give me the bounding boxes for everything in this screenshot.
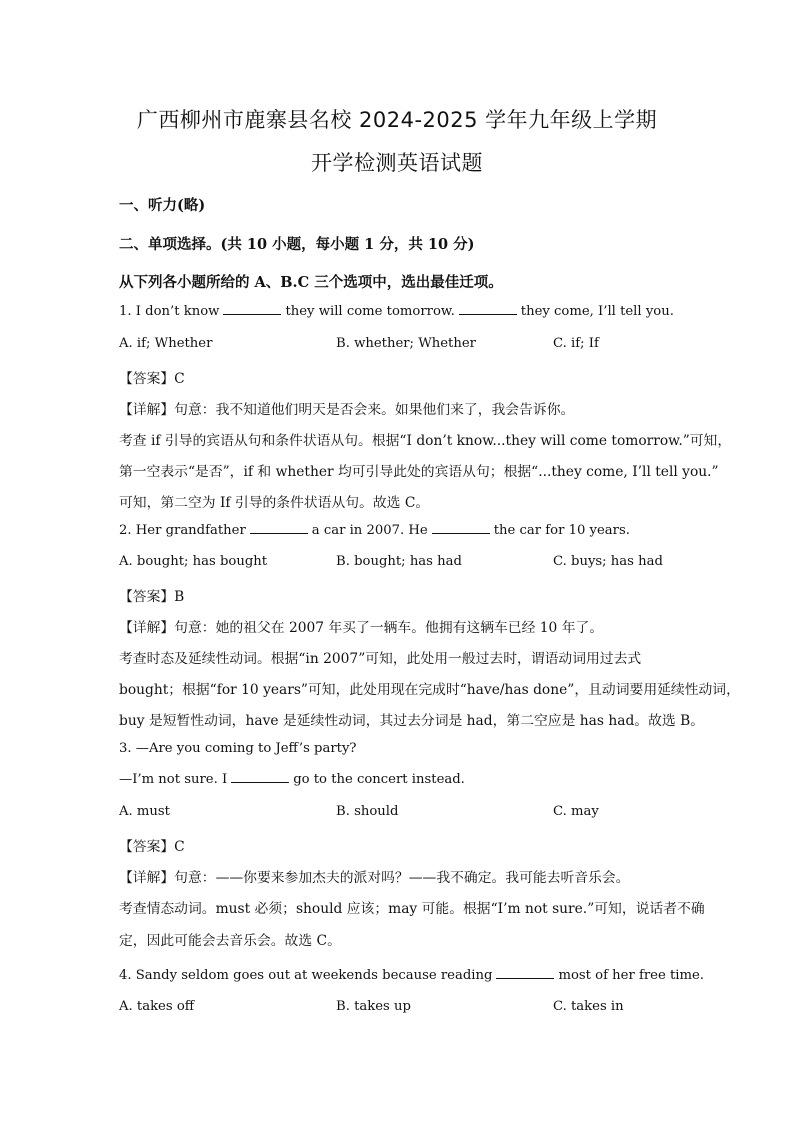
question-2-option-a: A. bought; has bought [119,554,268,569]
question-2-stem [119,523,630,538]
question-1-option-c: C. if; If [553,336,599,351]
question-1-option-b: B. whether; Whether [336,336,476,351]
question-3-option-b: B. should [336,804,399,819]
section-instruction-text: 从下列各小题所给的 A、B.C 三个选项中，选出最佳迁项。 [119,274,503,291]
question-3-explain-line: 考查情态动词。must 必须；should 应该；may 可能。根据“I’m not sure.”可知，说话者不确 [119,901,705,917]
question-3-stem-response [119,772,465,787]
question-3-option-c: C. may [553,804,599,819]
question-1-explain-line: 第一空表示“是否”，if 和 whether 均可引导此处的宾语从句；根据“...they come, I’ll tell you.” [119,464,719,480]
question-3-stem2-part1: —I’m not sure. I [119,772,228,787]
question-2-stem-part2: a car in 2007. He [311,523,428,538]
question-2-explain-line: bought；根据“for 10 years”可知，此处用现在完成时“have/has done”，且动词要用延续性动词， [119,682,740,698]
question-1-stem-part3: they come, I’ll tell you. [520,304,674,319]
exam-title-line2: 开学检测英语试题 [311,151,483,175]
exam-title-line1: 广西柳州市鹿寨县名校 2024-2025 学年九年级上学期 [136,108,658,132]
section-listening-heading: 一、听力(略) [119,197,206,214]
question-3-stem2-part2: go to the concert instead. [293,772,465,787]
question-2-explain-line: 【详解】句意：她的祖父在 2007 年买了一辆车。他拥有这辆车已经 10 年了。 [119,620,604,636]
question-2-stem-part3: the car for 10 years. [493,523,630,538]
question-3-explain-line: 【详解】句意：——你要来参加杰夫的派对吗？——我不确定。我可能去听音乐会。 [119,870,630,886]
question-1-explain-line: 考查 if 引导的宾语从句和条件状语从句。根据“I don’t know...they will come tomorrow.”可知， [119,433,732,449]
answer-blank [223,313,281,315]
question-1-stem-part2: they will come tomorrow. [285,304,455,319]
question-4-stem-part1: 4. Sandy seldom goes out at weekends because reading [119,968,493,983]
question-1-explain-line: 【详解】句意：我不知道他们明天是否会来。如果他们来了，我会告诉你。 [119,402,575,418]
question-2-option-c: C. buys; has had [553,554,663,569]
question-3-option-a: A. must [119,804,170,819]
question-4-option-c: C. takes in [553,999,624,1014]
answer-blank [496,977,554,979]
question-3-explain-line: 定，因此可能会去音乐会。故选 C。 [119,933,341,949]
question-2-explain-line: 考查时态及延续性动词。根据“in 2007”可知，此处用一般过去时，谓语动词用过去式 [119,651,642,667]
question-3-stem: 3. —Are you coming to Jeff’s party? [119,741,357,756]
question-2-stem-part1: 2. Her grandfather [119,523,246,538]
question-1-explain-line: 可知，第二空为 If 引导的条件状语从句。故选 C。 [119,495,430,511]
answer-blank [459,313,517,315]
question-2-option-b: B. bought; has had [336,554,462,569]
question-4-stem-part2: most of her free time. [558,968,704,983]
answer-blank [231,781,289,783]
question-4-stem [119,968,704,983]
question-4-option-b: B. takes up [336,999,411,1014]
question-1-stem [119,304,674,319]
section-single-choice-heading: 二、单项选择。(共 10 小题，每小题 1 分，共 10 分) [119,236,475,253]
answer-blank [250,532,308,534]
question-1-answer: 【答案】C [119,371,185,387]
question-4-option-a: A. takes off [119,999,195,1014]
question-2-explain-line: buy 是短暂性动词，have 是延续性动词，其过去分词是 had，第二空应是 has had。故选 B。 [119,713,705,729]
question-1-option-a: A. if; Whether [119,336,213,351]
question-3-answer: 【答案】C [119,839,185,855]
question-1-stem-part1: 1. I don’t know [119,304,220,319]
answer-blank [432,532,490,534]
question-2-answer: 【答案】B [119,589,185,605]
